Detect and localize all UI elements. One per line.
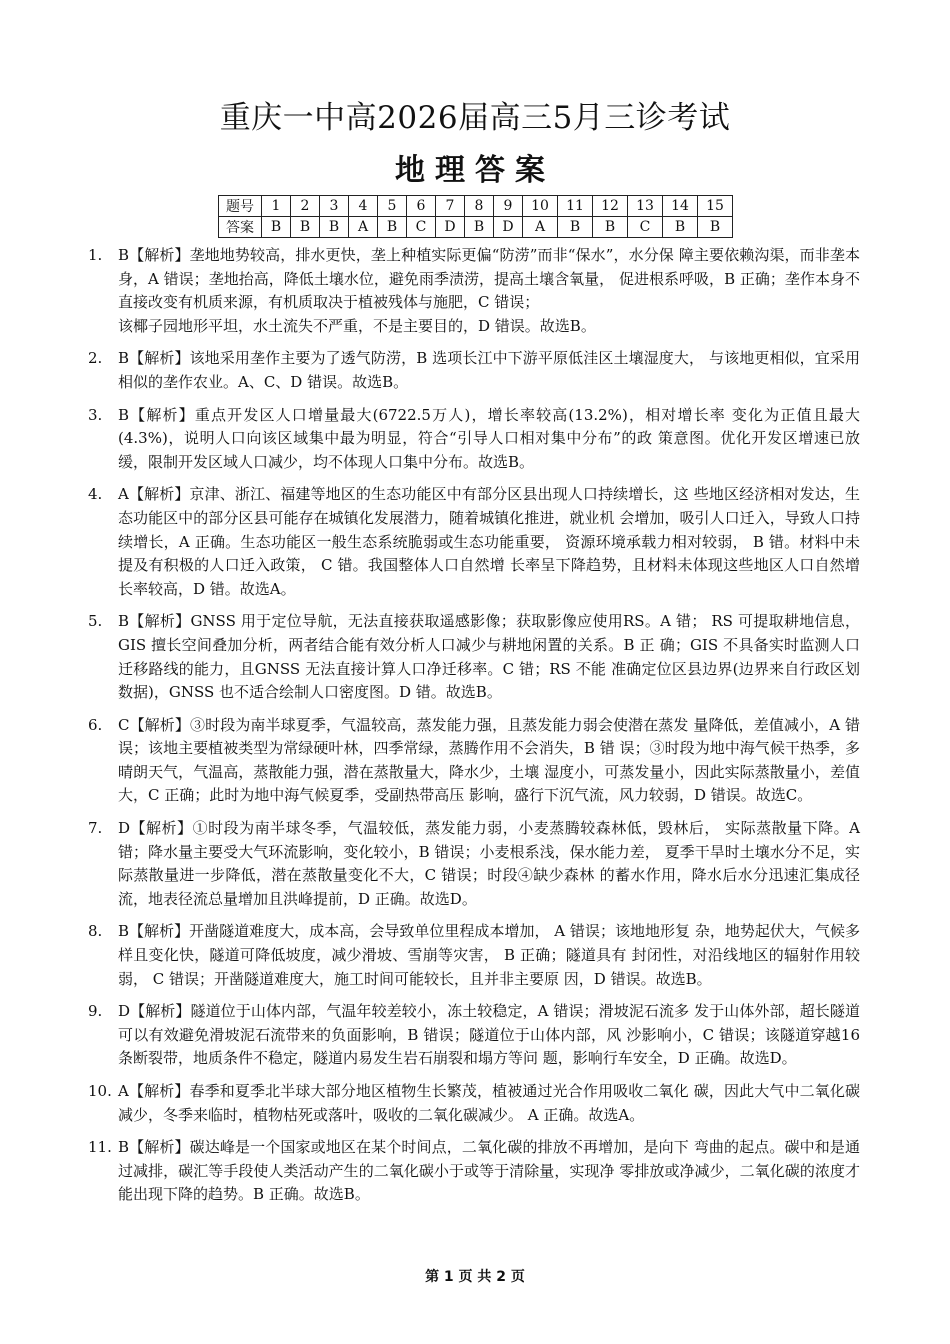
item-text: A【解析】春季和夏季北半球大部分地区植物生长繁茂，植被通过光合作用吸收二氧化 碳，因此大气中二氧化碳减少，冬季来临时，植物枯死或落叶，吸收的二氧化碳减少。 A 正确。故选A。 <box>118 1082 860 1124</box>
question-number: 5 <box>378 196 407 217</box>
question-number: 14 <box>663 196 698 217</box>
explanation-item <box>88 483 860 601</box>
answer-cell: B <box>378 217 407 238</box>
explanation-item <box>88 347 860 394</box>
question-number: 9 <box>494 196 523 217</box>
explanation-item <box>88 1000 860 1071</box>
answer-cell: B <box>593 217 628 238</box>
item-text: B【解析】重点开发区人口增量最大(6722.5万人)，增长率较高(13.2%)，相对增长率 变化为正值且最大(4.3%)，说明人口向该区域集中最为明显，符合“引导人口相对集中分布”的政 策意图。优化开发区增速已放缓，限制开发区域人口减少，均不体现人口集中分布。故选B。 <box>118 405 860 471</box>
item-text: D【解析】隧道位于山体内部，气温年较差较小，冻土较稳定，A 错误；滑坡泥石流多 发于山体外部，超长隧道可以有效避免滑坡泥石流带来的负面影响，B 错误；隧道位于山体内部，风 沙影响小，C 错误；该隧道穿越16条断裂带，地质条件不稳定，隧道内易发生岩石崩裂和塌方等问 题，影响行车安全，D 正确。故选D。 <box>118 1002 860 1068</box>
answer-cell: D <box>436 217 465 238</box>
answer-table-row-label: 答案 <box>219 217 262 238</box>
document-title: 重庆一中高2026届高三5月三诊考试 <box>219 100 731 136</box>
question-number: 3 <box>320 196 349 217</box>
question-number: 7 <box>436 196 465 217</box>
item-number: 10. <box>88 1082 112 1100</box>
question-number: 4 <box>349 196 378 217</box>
explanation-item <box>88 404 860 475</box>
item-text: C【解析】③时段为南半球夏季，气温较高，蒸发能力强，且蒸发能力弱会使潜在蒸发 量降低，差值减小，A 错误；该地主要植被类型为常绿硬叶林，四季常绿，蒸腾作用不会消失，B 错 误；③时段为地中海气候干热季，多晴朗天气，气温高，蒸散能力强，潜在蒸散量大，降水少，土壤 湿度小，可蒸发量小，因此实际蒸散量小，差值大，C 正确；此时为地中海气候夏季，受副热带高压 影响，盛行下沉气流，风力较弱，D 错误。故选C。 <box>118 715 860 805</box>
answer-cell: B <box>291 217 320 238</box>
item-text: B【解析】该地采用垄作主要为了透气防涝，B 选项长江中下游平原低洼区土壤湿度大， 与该地更相似，宜采用相似的垄作农业。A、C、D 错误。故选B。 <box>118 349 860 391</box>
item-number: 11. <box>88 1138 112 1157</box>
explanation-item <box>88 817 860 911</box>
question-number: 13 <box>628 196 663 217</box>
item-number: 6. <box>88 715 103 734</box>
item-text: B【解析】垄地地势较高，排水更快，垄上种植实际更偏“防涝”而非“保水”，水分保 障主要依赖沟渠，而非垄本身，A 错误；垄地抬高，降低土壤水位，避免雨季渍涝，提高土壤含氧量， 促进根系呼吸，B 正确；垄作本身不直接改变有机质来源，有机质取决于植被残体与施肥，C 错误； <box>118 246 860 312</box>
answer-cell: C <box>407 217 436 238</box>
page-footer: 第 1 页 共 2 页 <box>425 1269 525 1285</box>
item-text: A【解析】京津、浙江、福建等地区的生态功能区中有部分区县出现人口持续增长，这 些地区经济相对发达，生态功能区中的部分区县可能存在城镇化发展潜力，随着城镇化推进，就业机 会增加，吸引人口迁入，导致人口持续增长，A 正确。生态功能区一般生态系统脆弱或生态功能重要， 资源环境承载力相对较弱， B 错。材料中未提及有积极的人口迁入政策， C 错。我国整体人口自然增 长率呈下降趋势，且材料未体现这些地区人口自然增长率较高，D 错。故选A。 <box>118 485 860 598</box>
item-number: 9. <box>88 1002 103 1021</box>
answer-cell: D <box>494 217 523 238</box>
item-number: 3. <box>88 405 103 424</box>
item-number: 8. <box>88 922 103 941</box>
answer-cell: B <box>320 217 349 238</box>
explanation-item <box>88 920 860 991</box>
answer-cell: B <box>465 217 494 238</box>
item-number: 2. <box>88 349 103 368</box>
explanation-item <box>88 610 860 704</box>
question-number: 15 <box>698 196 733 217</box>
answer-table <box>218 195 733 238</box>
item-text: B【解析】GNSS 用于定位导航，无法直接获取遥感影像；获取影像应使用RS。A 错； RS 可提取耕地信息，GIS 擅长空间叠加分析，两者结合能有效分析人口减少与耕地闲置的关系。B 正 确；GIS 不具备实时监测人口迁移路线的能力，且GNSS 无法直接计算人口净迁移率。C 错；RS 不能 准确定位区县边界(边界来自行政区划数据)，GNSS 也不适合绘制人口密度图。D 错。故选B。 <box>118 612 860 702</box>
explanation-item <box>88 1136 860 1207</box>
question-number: 8 <box>465 196 494 217</box>
question-number: 6 <box>407 196 436 217</box>
answer-cell: B <box>558 217 593 238</box>
answer-cell: A <box>523 217 558 238</box>
item-text: D【解析】①时段为南半球冬季，气温较低，蒸发能力弱，小麦蒸腾较森林低，毁林后， 实际蒸散量下降。A 错；降水量主要受大气环流影响，变化较小，B 错误；小麦根系浅，保水能力差， 夏季干旱时土壤水分不足，实际蒸散量进一步降低，潜在蒸散量变化不大，C 错误；时段④缺少森林 的蓄水作用，降水后水分迅速汇集成径流，地表径流总量增加且洪峰提前，D 正确。故选D。 <box>118 819 860 908</box>
answer-table-header-row <box>219 196 733 217</box>
question-number: 12 <box>593 196 628 217</box>
answer-cell: A <box>349 217 378 238</box>
item-text: B【解析】碳达峰是一个国家或地区在某个时间点，二氧化碳的排放不再增加，是向下 弯曲的起点。碳中和是通过减排，碳汇等手段使人类活动产生的二氧化碳小于或等于清除量，实现净 零排放或净减少，二氧化碳的浓度才能出现下降的趋势。B 正确。故选B。 <box>118 1138 860 1204</box>
explanation-item <box>88 244 860 338</box>
item-number: 7. <box>88 819 103 838</box>
explanation-item <box>88 714 860 808</box>
item-number: 1. <box>88 246 103 264</box>
answer-cell: B <box>698 217 733 238</box>
document-subtitle: 地理答案 <box>395 153 555 188</box>
item-number: 5. <box>88 612 103 631</box>
answer-cell: B <box>663 217 698 238</box>
item-text-continued: 该椰子园地形平坦，水土流失不严重，不是主要目的，D 错误。故选B。 <box>118 316 596 335</box>
answer-cell: C <box>628 217 663 238</box>
answer-cell: B <box>262 217 291 238</box>
answer-explanations <box>88 244 860 1216</box>
question-number: 1 <box>262 196 291 217</box>
item-text: B【解析】开凿隧道难度大，成本高，会导致单位里程成本增加， A 错误；该地地形复 杂，地势起伏大，气候多样且变化快，隧道可降低坡度，减少滑坡、雪崩等灾害， B 正确；隧道具有 封闭性，对沿线地区的辐射作用较弱， C 错误；开凿隧道难度大，施工时间可能较长，且并非主要原 因，D 错误。故选B。 <box>118 922 860 988</box>
answer-table-answer-row <box>219 217 733 238</box>
answer-table-row-label: 题号 <box>219 196 262 217</box>
explanation-item <box>88 1080 860 1127</box>
item-number: 4. <box>88 485 103 504</box>
question-number: 11 <box>558 196 593 217</box>
question-number: 10 <box>523 196 558 217</box>
question-number: 2 <box>291 196 320 217</box>
